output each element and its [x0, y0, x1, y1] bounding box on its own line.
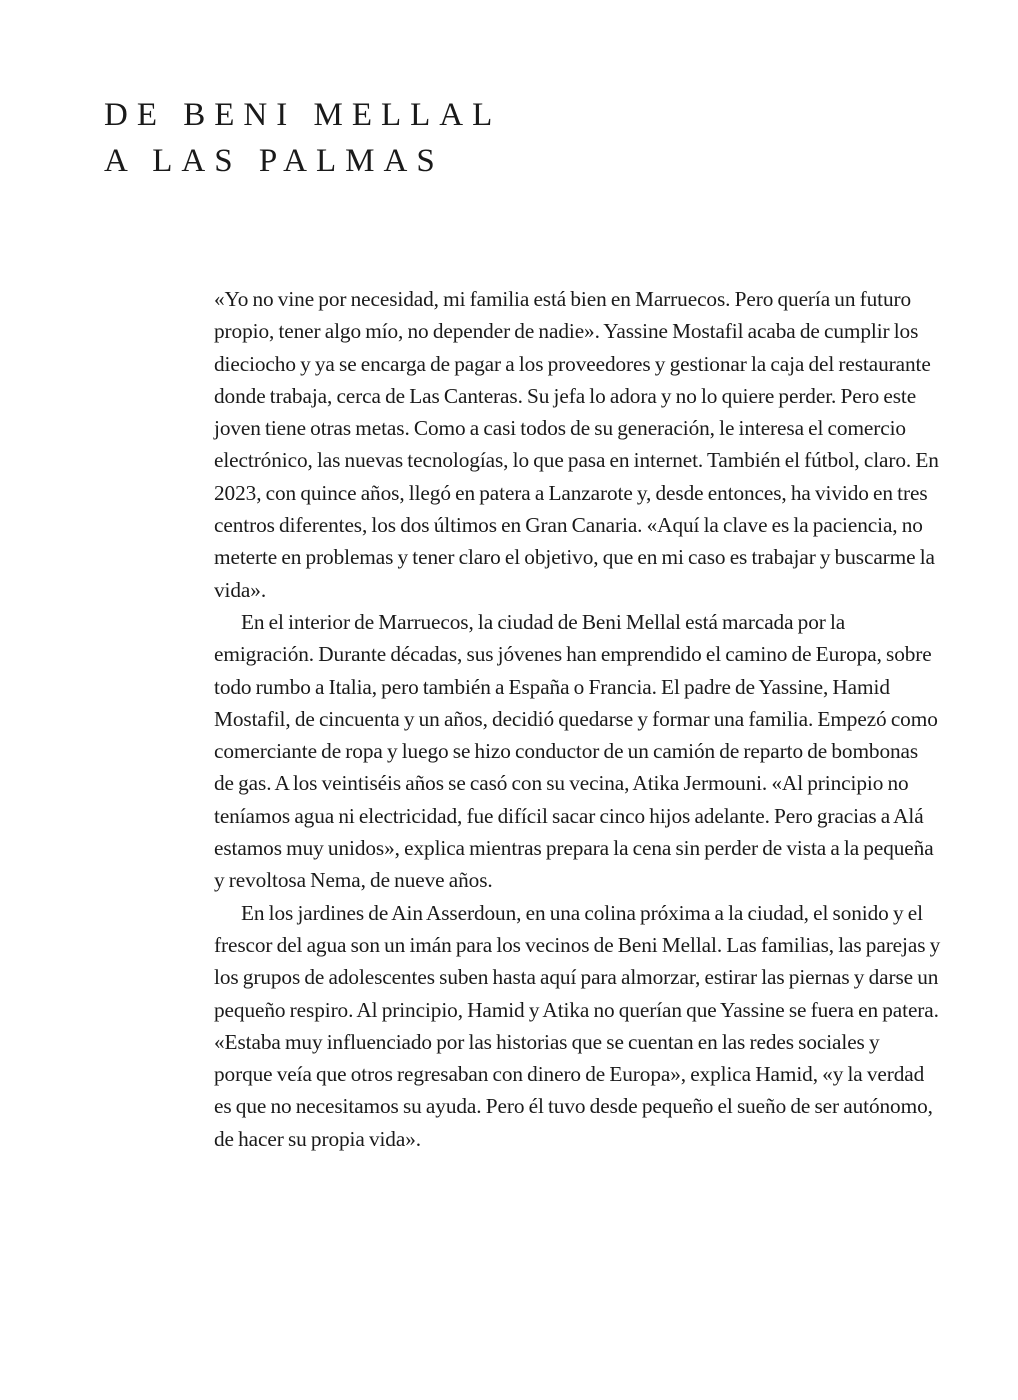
- body-text: [214, 283, 942, 1155]
- chapter-title: [104, 92, 924, 184]
- paragraph-2: En el interior de Marruecos, la ciudad de Beni Mellal está marcada por la emigración. Durante décadas, sus jóvenes han emprendido el camino de Europa, sobre todo rumbo a Italia, pero también a España o Francia. El padre de Yassine, Hamid Mostafil, de cincuenta y un años, decidió quedarse y formar una familia. Empezó como comerciante de ropa y luego se hizo conductor de un camión de reparto de bombonas de gas. A los veintiséis años se casó con su vecina, Atika Jermouni. «Al principio no teníamos agua ni electricidad, fue difícil sacar cinco hijos adelante. Pero gracias a Alá estamos muy unidos», explica mientras prepara la cena sin perder de vista a la pequeña y revoltosa Nema, de nueve años.: [214, 609, 938, 893]
- paragraph-3: En los jardines de Ain Asserdoun, en una colina próxima a la ciudad, el sonido y el frescor del agua son un imán para los vecinos de Beni Mellal. Las familias, las parejas y los grupos de adolescentes suben hasta aquí para almorzar, estirar las piernas y darse un pequeño respiro. Al principio, Hamid y Atika no querían que Yassine se fuera en patera. «Estaba muy influenciado por las historias que se cuentan en las redes sociales y porque veía que otros regresaban con dinero de Europa», explica Hamid, «y la verdad es que no necesitamos su ayuda. Pero él tuvo desde pequeño el sueño de ser autónomo, de hacer su propia vida».: [214, 900, 941, 1151]
- chapter-title-line-2: A LAS PALMAS: [104, 143, 444, 179]
- paragraph-1: «Yo no vine por necesidad, mi familia está bien en Marruecos. Pero quería un futuro propio, tener algo mío, no depender de nadie». Yassine Mostafil acaba de cumplir los dieciocho y ya se encarga de pagar a los proveedores y gestionar la caja del restaurante donde trabaja, cerca de Las Canteras. Su jefa lo adora y no lo quiere perder. Pero este joven tiene otras metas. Como a casi todos de su generación, le interesa el comercio electrónico, las nuevas tecnologías, lo que pasa en internet. También el fútbol, claro. En 2023, con quince años, llegó en patera a Lanzarote y, desde entonces, ha vivido en tres centros diferentes, los dos últimos en Gran Canaria. «Aquí la clave es la paciencia, no meterte en problemas y tener claro el objetivo, que en mi caso es trabajar y buscarme la vida».: [214, 287, 939, 602]
- chapter-title-line-1: DE BENI MELLAL: [104, 97, 502, 133]
